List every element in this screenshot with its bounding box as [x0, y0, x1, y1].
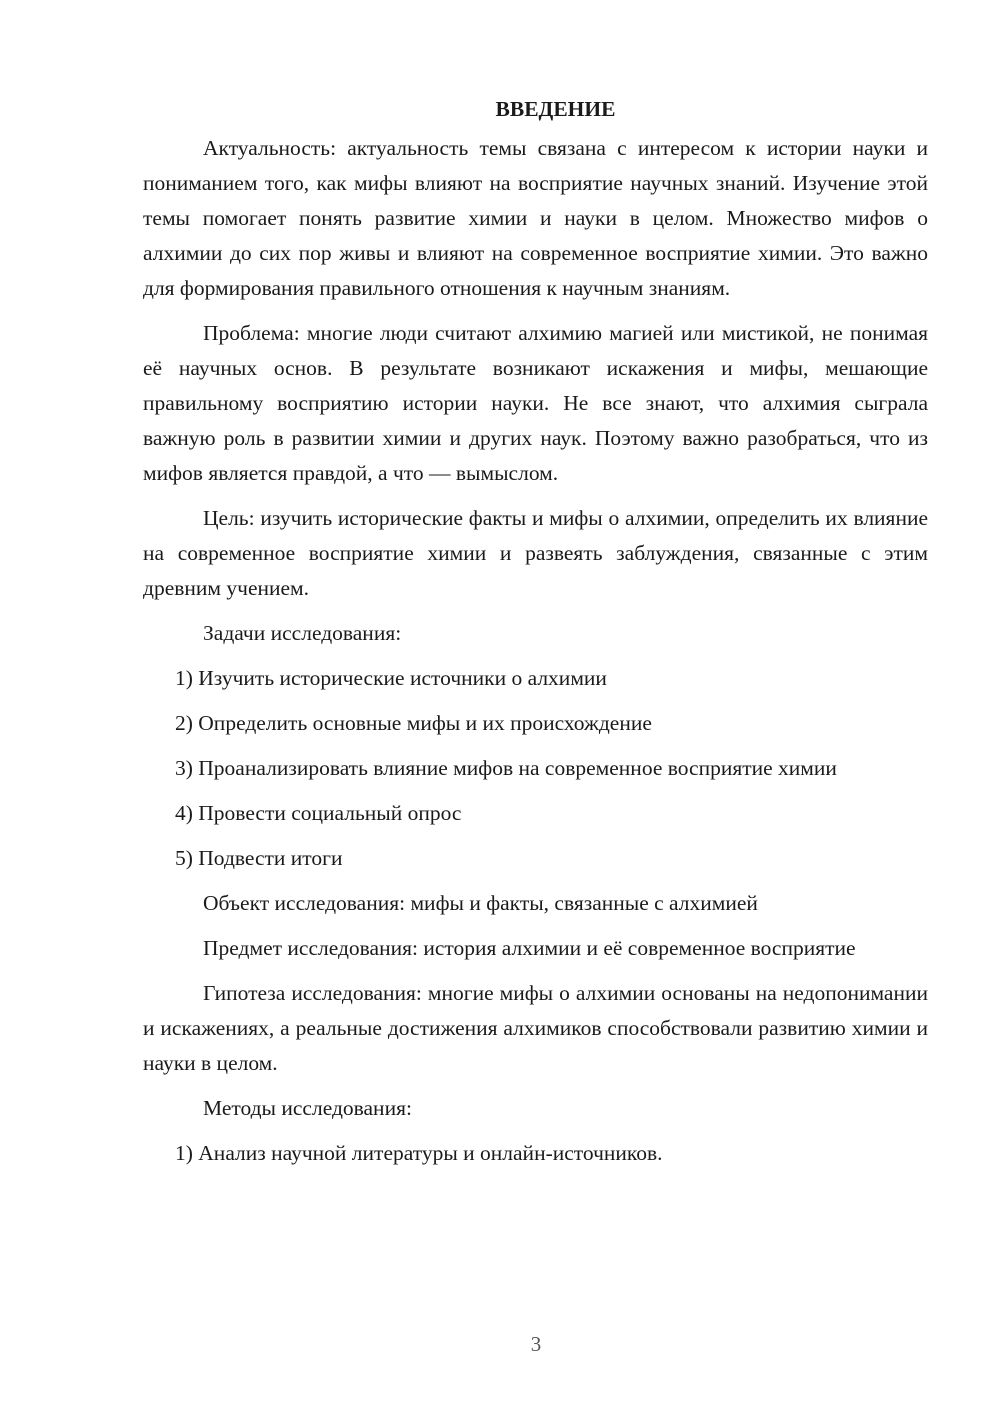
page-number: 3 — [530, 1332, 542, 1356]
page-title: ВВЕДЕНИЕ — [495, 97, 616, 121]
task-item-5: 5) Подвести итоги — [175, 846, 343, 870]
subject-paragraph: Предмет исследования: история алхимии и её современное восприятие — [203, 936, 856, 960]
goal-paragraph: Цель: изучить исторические факты и мифы о алхимии, определить их влияние на современное восприятие химии и развеять заблуждения, связанные с этим древним учением. — [143, 506, 928, 600]
relevance-paragraph: Актуальность: актуальность темы связана с интересом к истории науки и пониманием того, как мифы влияют на восприятие научных знаний. Изучение этой темы помогает понять развитие химии и науки в целом. Множество мифов о алхимии до сих пор живы и влияют на современное восприятие химии. Это важно для формирования правильного отношения к научным знаниям. — [143, 136, 928, 300]
task-item-2: 2) Определить основные мифы и их происхождение — [175, 711, 652, 735]
method-item-1: 1) Анализ научной литературы и онлайн-источников. — [175, 1141, 663, 1165]
tasks-heading: Задачи исследования: — [203, 621, 402, 645]
page-body — [143, 92, 928, 1181]
methods-heading: Методы исследования: — [203, 1096, 412, 1120]
object-paragraph: Объект исследования: мифы и факты, связанные с алхимией — [203, 891, 758, 915]
hypothesis-paragraph: Гипотеза исследования: многие мифы о алхимии основаны на недопонимании и искажениях, а реальные достижения алхимиков способствовали развитию химии и науки в целом. — [143, 981, 928, 1075]
task-item-4: 4) Провести социальный опрос — [175, 801, 462, 825]
task-item-3: 3) Проанализировать влияние мифов на современное восприятие химии — [175, 756, 837, 780]
problem-paragraph: Проблема: многие люди считают алхимию магией или мистикой, не понимая её научных основ. В результате возникают искажения и мифы, мешающие правильному восприятию истории науки. Не все знают, что алхимия сыграла важную роль в развитии химии и других наук. Поэтому важно разобраться, что из мифов является правдой, а что — вымыслом. — [143, 321, 928, 485]
task-item-1: 1) Изучить исторические источники о алхимии — [175, 666, 607, 690]
